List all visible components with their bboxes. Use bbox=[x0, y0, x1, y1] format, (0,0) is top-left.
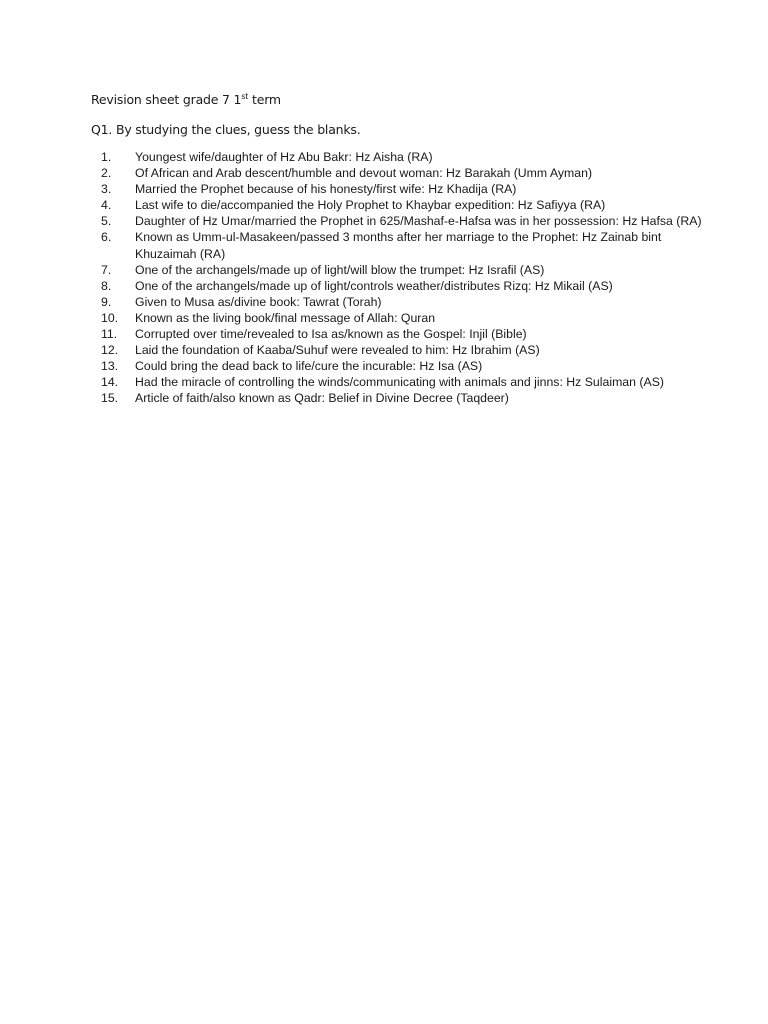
clue-item bbox=[91, 262, 711, 278]
clue-item bbox=[91, 390, 711, 406]
clue-number: 13. bbox=[101, 359, 119, 374]
clue-text: Corrupted over time/revealed to Isa as/known as the Gospel: Injil (Bible) bbox=[135, 327, 527, 342]
clue-item bbox=[91, 310, 711, 326]
clue-item bbox=[91, 165, 711, 181]
clue-item bbox=[91, 342, 711, 358]
clue-text: One of the archangels/made up of light/will blow the trumpet: Hz Israfil (AS) bbox=[135, 262, 545, 277]
title-superscript: st bbox=[241, 92, 249, 101]
clue-number: 7. bbox=[101, 262, 112, 277]
clue-item bbox=[91, 326, 711, 342]
clue-text: Article of faith/also known as Qadr: Belief in Divine Decree (Taqdeer) bbox=[135, 391, 509, 406]
clue-item bbox=[91, 358, 711, 374]
clue-number: 5. bbox=[101, 214, 112, 229]
clue-number: 10. bbox=[101, 310, 119, 325]
clue-text: Daughter of Hz Umar/married the Prophet in 625/Mashaf-e-Hafsa was in her possession: Hz Hafsa (RA) bbox=[135, 214, 702, 229]
clue-text: Married the Prophet because of his honesty/first wife: Hz Khadija (RA) bbox=[135, 182, 517, 197]
clue-item bbox=[91, 374, 711, 390]
clue-text: One of the archangels/made up of light/controls weather/distributes Rizq: Hz Mikail (AS) bbox=[135, 278, 613, 293]
clue-text: Could bring the dead back to life/cure the incurable: Hz Isa (AS) bbox=[135, 359, 483, 374]
clue-number: 3. bbox=[101, 182, 112, 197]
clue-text: Known as the living book/final message of Allah: Quran bbox=[135, 310, 436, 325]
clue-text: Given to Musa as/divine book: Tawrat (Torah) bbox=[135, 294, 382, 309]
clue-item bbox=[91, 149, 711, 165]
clue-number: 4. bbox=[101, 198, 112, 213]
clue-number: 1. bbox=[101, 150, 112, 164]
clue-item bbox=[91, 181, 711, 197]
clue-number: 11. bbox=[101, 327, 118, 342]
clue-item bbox=[91, 213, 711, 229]
clue-text: Known as Umm-ul-Masakeen/passed 3 months after her marriage to the Prophet: Hz Zainab bint Khuzaimah (RA) bbox=[135, 230, 662, 261]
clue-text: Had the miracle of controlling the winds/communicating with animals and jinns: Hz Sulaiman (AS) bbox=[135, 375, 665, 390]
clue-text: Last wife to die/accompanied the Holy Prophet to Khaybar expedition: Hz Safiyya (RA) bbox=[135, 198, 606, 213]
clue-number: 8. bbox=[101, 278, 112, 293]
title-text: Revision sheet grade 7 1 bbox=[91, 92, 242, 107]
clue-text: Laid the foundation of Kaaba/Suhuf were revealed to him: Hz Ibrahim (AS) bbox=[135, 343, 540, 358]
clue-number: 6. bbox=[101, 230, 112, 245]
question-heading: Q1. By studying the clues, guess the blanks. bbox=[91, 122, 361, 137]
clue-item bbox=[91, 229, 711, 261]
clue-text: Youngest wife/daughter of Hz Abu Bakr: Hz Aisha (RA) bbox=[135, 150, 433, 164]
clue-text: Of African and Arab descent/humble and devout woman: Hz Barakah (Umm Ayman) bbox=[135, 166, 593, 181]
clue-item bbox=[91, 294, 711, 310]
clue-number: 2. bbox=[101, 166, 112, 181]
clue-item bbox=[91, 197, 711, 213]
clue-number: 12. bbox=[101, 343, 119, 358]
document-title bbox=[91, 92, 281, 107]
clue-number: 14. bbox=[101, 375, 119, 390]
clue-number: 15. bbox=[101, 391, 119, 406]
title-text-end: term bbox=[248, 92, 281, 107]
clue-list bbox=[91, 149, 711, 407]
clue-number: 9. bbox=[101, 294, 112, 309]
clue-item bbox=[91, 278, 711, 294]
